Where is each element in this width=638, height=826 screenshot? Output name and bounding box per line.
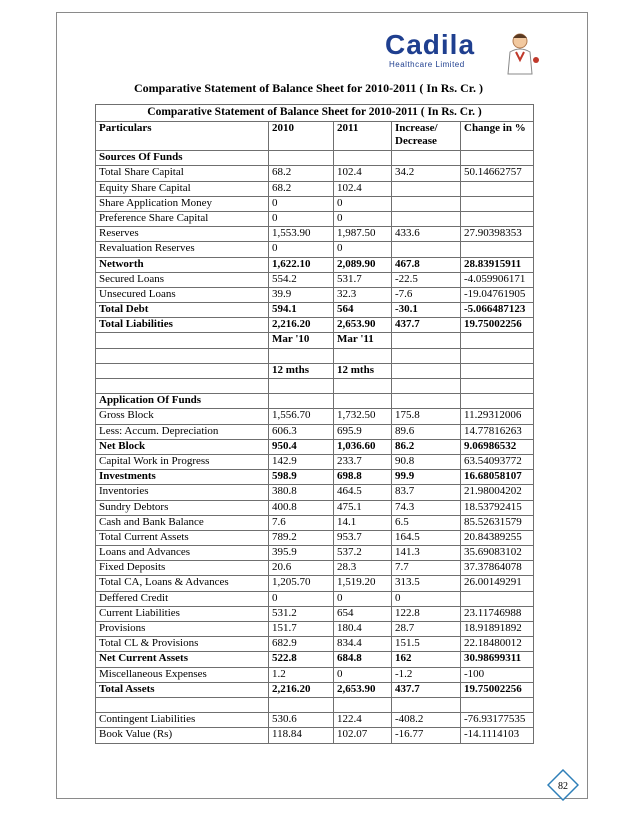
table-cell: [461, 394, 534, 409]
table-cell: 22.18480012: [461, 637, 534, 652]
table-cell: [461, 348, 534, 363]
table-cell: Book Value (Rs): [96, 728, 269, 743]
table-cell: Less: Accum. Depreciation: [96, 424, 269, 439]
table-row: [96, 439, 534, 454]
table-row: [96, 318, 534, 333]
table-cell: 90.8: [392, 454, 461, 469]
table-cell: 7.7: [392, 561, 461, 576]
table-cell: 1,205.70: [269, 576, 334, 591]
table-cell: [96, 363, 269, 378]
table-cell: -76.93177535: [461, 713, 534, 728]
table-cell: [269, 348, 334, 363]
table-cell: 175.8: [392, 409, 461, 424]
table-row: [96, 409, 534, 424]
table-cell: Total Assets: [96, 682, 269, 697]
table-cell: 1,036.60: [334, 439, 392, 454]
table-cell: Inventories: [96, 485, 269, 500]
table-cell: [392, 181, 461, 196]
table-cell: -30.1: [392, 303, 461, 318]
table-cell: -14.1114103: [461, 728, 534, 743]
table-cell: 37.37864078: [461, 561, 534, 576]
table-row: [96, 561, 534, 576]
table-cell: 68.2: [269, 166, 334, 181]
table-cell: 1.2: [269, 667, 334, 682]
table-cell: Application Of Funds: [96, 394, 269, 409]
balance-sheet-table: [95, 104, 534, 744]
table-cell: [461, 697, 534, 712]
table-cell: [392, 363, 461, 378]
table-cell: 141.3: [392, 546, 461, 561]
table-cell: Capital Work in Progress: [96, 454, 269, 469]
table-row: [96, 257, 534, 272]
table-cell: 142.9: [269, 454, 334, 469]
table-cell: [96, 379, 269, 394]
table-cell: 1,519.20: [334, 576, 392, 591]
table-cell: 30.98699311: [461, 652, 534, 667]
table-cell: 233.7: [334, 454, 392, 469]
table-cell: -19.04761905: [461, 287, 534, 302]
table-cell: Revaluation Reserves: [96, 242, 269, 257]
table-cell: Secured Loans: [96, 272, 269, 287]
table-cell: 0: [334, 211, 392, 226]
table-cell: -16.77: [392, 728, 461, 743]
page-title: Comparative Statement of Balance Sheet for 2010-2011 ( In Rs. Cr. ): [134, 81, 483, 95]
table-cell: Share Application Money: [96, 196, 269, 211]
table-row: [96, 682, 534, 697]
table-row: [96, 637, 534, 652]
table-cell: 85.52631579: [461, 515, 534, 530]
table-cell: 1,622.10: [269, 257, 334, 272]
table-cell: Sources Of Funds: [96, 151, 269, 166]
table-cell: 122.4: [334, 713, 392, 728]
table-cell: Reserves: [96, 227, 269, 242]
table-row: [96, 470, 534, 485]
table-cell: 21.98004202: [461, 485, 534, 500]
table-cell: Net Block: [96, 439, 269, 454]
table-cell: [269, 394, 334, 409]
table-row: [96, 728, 534, 743]
table-cell: 695.9: [334, 424, 392, 439]
table-cell: [461, 242, 534, 257]
table-cell: 395.9: [269, 546, 334, 561]
table-cell: [334, 394, 392, 409]
table-row: [96, 697, 534, 712]
table-cell: 28.7: [392, 622, 461, 637]
table-row: [96, 379, 534, 394]
table-row: [96, 515, 534, 530]
table-caption: Comparative Statement of Balance Sheet for 2010-2011 ( In Rs. Cr. ): [96, 105, 534, 122]
table-cell: 12 mths: [334, 363, 392, 378]
table-cell: [461, 211, 534, 226]
table-header-row: [96, 122, 534, 151]
table-cell: [392, 211, 461, 226]
table-cell: 0: [269, 211, 334, 226]
table-row: [96, 181, 534, 196]
table-row: [96, 272, 534, 287]
table-cell: 684.8: [334, 652, 392, 667]
table-cell: [334, 151, 392, 166]
doctor-mascot-icon: [502, 30, 542, 76]
table-cell: [392, 697, 461, 712]
table-cell: 437.7: [392, 682, 461, 697]
table-cell: 162: [392, 652, 461, 667]
table-cell: 27.90398353: [461, 227, 534, 242]
table-cell: Unsecured Loans: [96, 287, 269, 302]
table-row: [96, 394, 534, 409]
table-cell: 102.4: [334, 181, 392, 196]
table-cell: 400.8: [269, 500, 334, 515]
table-cell: 99.9: [392, 470, 461, 485]
table-cell: 102.4: [334, 166, 392, 181]
table-cell: Total Share Capital: [96, 166, 269, 181]
table-row: [96, 546, 534, 561]
table-cell: Total CL & Provisions: [96, 637, 269, 652]
table-cell: 950.4: [269, 439, 334, 454]
table-cell: 50.14662757: [461, 166, 534, 181]
table-cell: Gross Block: [96, 409, 269, 424]
table-cell: 564: [334, 303, 392, 318]
page-number-badge: [547, 769, 579, 801]
table-cell: 522.8: [269, 652, 334, 667]
page-number: 82: [558, 781, 568, 792]
table-cell: [461, 151, 534, 166]
table-cell: 530.6: [269, 713, 334, 728]
table-cell: 26.00149291: [461, 576, 534, 591]
table-cell: 102.07: [334, 728, 392, 743]
table-row: [96, 576, 534, 591]
table-cell: -7.6: [392, 287, 461, 302]
table-cell: Fixed Deposits: [96, 561, 269, 576]
table-cell: 9.06986532: [461, 439, 534, 454]
table-cell: [392, 333, 461, 348]
table-row: [96, 500, 534, 515]
logo-subtitle: Healthcare Limited: [389, 60, 465, 69]
table-row: [96, 211, 534, 226]
table-cell: 34.2: [392, 166, 461, 181]
table-cell: 531.2: [269, 606, 334, 621]
table-cell: 953.7: [334, 530, 392, 545]
table-cell: Deffered Credit: [96, 591, 269, 606]
table-cell: 0: [334, 667, 392, 682]
table-row: [96, 591, 534, 606]
table-cell: 0: [269, 196, 334, 211]
table-cell: [461, 181, 534, 196]
table-cell: 0: [334, 242, 392, 257]
table-cell: 28.3: [334, 561, 392, 576]
table-cell: 2,216.20: [269, 318, 334, 333]
table-cell: 18.91891892: [461, 622, 534, 637]
table-cell: -408.2: [392, 713, 461, 728]
table-cell: [269, 379, 334, 394]
table-cell: [461, 196, 534, 211]
table-cell: 74.3: [392, 500, 461, 515]
table-cell: 63.54093772: [461, 454, 534, 469]
table-cell: 20.6: [269, 561, 334, 576]
table-cell: 464.5: [334, 485, 392, 500]
table-cell: 151.5: [392, 637, 461, 652]
table-row: [96, 454, 534, 469]
table-cell: 0: [334, 196, 392, 211]
table-cell: 16.68058107: [461, 470, 534, 485]
table-cell: 89.6: [392, 424, 461, 439]
table-row: [96, 667, 534, 682]
table-cell: 594.1: [269, 303, 334, 318]
table-cell: 0: [334, 591, 392, 606]
table-cell: 531.7: [334, 272, 392, 287]
table-cell: -5.066487123: [461, 303, 534, 318]
table-cell: Contingent Liabilities: [96, 713, 269, 728]
table-cell: Cash and Bank Balance: [96, 515, 269, 530]
table-cell: 14.77816263: [461, 424, 534, 439]
table-cell: 1,556.70: [269, 409, 334, 424]
table-cell: Net Current Assets: [96, 652, 269, 667]
table-cell: Equity Share Capital: [96, 181, 269, 196]
table-cell: -1.2: [392, 667, 461, 682]
table-cell: 682.9: [269, 637, 334, 652]
table-cell: Preference Share Capital: [96, 211, 269, 226]
table-cell: [269, 151, 334, 166]
table-cell: 14.1: [334, 515, 392, 530]
table-cell: 554.2: [269, 272, 334, 287]
table-cell: 475.1: [334, 500, 392, 515]
table-cell: 433.6: [392, 227, 461, 242]
table-cell: 654: [334, 606, 392, 621]
table-cell: 39.9: [269, 287, 334, 302]
table-cell: 380.8: [269, 485, 334, 500]
table-cell: 68.2: [269, 181, 334, 196]
table-row: [96, 303, 534, 318]
table-cell: 2,653.90: [334, 318, 392, 333]
table-cell: [392, 394, 461, 409]
table-row: [96, 196, 534, 211]
table-cell: Networth: [96, 257, 269, 272]
header-increase-decrease: Increase/ Decrease: [392, 122, 461, 151]
table-cell: 164.5: [392, 530, 461, 545]
table-row: [96, 227, 534, 242]
table-cell: 19.75002256: [461, 682, 534, 697]
company-logo: [385, 30, 555, 76]
table-cell: 2,216.20: [269, 682, 334, 697]
table-cell: [96, 333, 269, 348]
table-cell: 19.75002256: [461, 318, 534, 333]
table-cell: 20.84389255: [461, 530, 534, 545]
table-cell: 18.53792415: [461, 500, 534, 515]
table-cell: Provisions: [96, 622, 269, 637]
table-cell: Total Current Assets: [96, 530, 269, 545]
table-cell: [461, 363, 534, 378]
table-cell: 0: [269, 242, 334, 257]
table-cell: Total Liabilities: [96, 318, 269, 333]
table-row: [96, 652, 534, 667]
table-caption-row: [96, 105, 534, 122]
table-cell: [461, 591, 534, 606]
table-cell: Loans and Advances: [96, 546, 269, 561]
table-row: [96, 348, 534, 363]
header-change-percent: Change in %: [461, 122, 534, 151]
table-cell: 789.2: [269, 530, 334, 545]
table-row: [96, 333, 534, 348]
logo-name: Cadila: [385, 29, 476, 60]
table-row: [96, 622, 534, 637]
table-cell: 12 mths: [269, 363, 334, 378]
table-cell: Total CA, Loans & Advances: [96, 576, 269, 591]
table-cell: 86.2: [392, 439, 461, 454]
table-cell: 6.5: [392, 515, 461, 530]
table-cell: [461, 379, 534, 394]
table-cell: 0: [392, 591, 461, 606]
table-cell: 1,987.50: [334, 227, 392, 242]
table-cell: [334, 697, 392, 712]
table-row: [96, 424, 534, 439]
table-cell: 606.3: [269, 424, 334, 439]
table-cell: [334, 379, 392, 394]
table-cell: 2,089.90: [334, 257, 392, 272]
table-cell: [392, 196, 461, 211]
table-row: [96, 166, 534, 181]
table-cell: 118.84: [269, 728, 334, 743]
table-cell: 0: [269, 591, 334, 606]
table-cell: 28.83915911: [461, 257, 534, 272]
table-row: [96, 530, 534, 545]
table-cell: Sundry Debtors: [96, 500, 269, 515]
table-cell: 11.29312006: [461, 409, 534, 424]
table-cell: Current Liabilities: [96, 606, 269, 621]
table-row: [96, 151, 534, 166]
table-row: [96, 363, 534, 378]
table-cell: Total Debt: [96, 303, 269, 318]
table-cell: 122.8: [392, 606, 461, 621]
table-row: [96, 713, 534, 728]
table-cell: [96, 348, 269, 363]
table-cell: [269, 697, 334, 712]
table-cell: [392, 348, 461, 363]
table-cell: 598.9: [269, 470, 334, 485]
table-cell: 35.69083102: [461, 546, 534, 561]
table-cell: [392, 151, 461, 166]
table-cell: Mar '10: [269, 333, 334, 348]
header-particulars: Particulars: [96, 122, 269, 151]
table-cell: 834.4: [334, 637, 392, 652]
table-cell: 23.11746988: [461, 606, 534, 621]
table-cell: [392, 379, 461, 394]
table-row: [96, 287, 534, 302]
table-cell: 313.5: [392, 576, 461, 591]
table-cell: -4.059906171: [461, 272, 534, 287]
table-cell: 83.7: [392, 485, 461, 500]
table-cell: 32.3: [334, 287, 392, 302]
table-cell: 467.8: [392, 257, 461, 272]
table-cell: 151.7: [269, 622, 334, 637]
table-cell: -22.5: [392, 272, 461, 287]
table-cell: 1,732.50: [334, 409, 392, 424]
table-cell: 437.7: [392, 318, 461, 333]
table-cell: Investments: [96, 470, 269, 485]
table-cell: Mar '11: [334, 333, 392, 348]
table-row: [96, 485, 534, 500]
table-row: [96, 242, 534, 257]
table-cell: 2,653.90: [334, 682, 392, 697]
table-cell: 180.4: [334, 622, 392, 637]
table-row: [96, 606, 534, 621]
table-cell: -100: [461, 667, 534, 682]
header-2011: 2011: [334, 122, 392, 151]
table-cell: 537.2: [334, 546, 392, 561]
header-2010: 2010: [269, 122, 334, 151]
table-cell: 7.6: [269, 515, 334, 530]
table-cell: [392, 242, 461, 257]
table-cell: [461, 333, 534, 348]
table-cell: 698.8: [334, 470, 392, 485]
table-cell: 1,553.90: [269, 227, 334, 242]
table-cell: Miscellaneous Expenses: [96, 667, 269, 682]
table-cell: [96, 697, 269, 712]
table-cell: [334, 348, 392, 363]
